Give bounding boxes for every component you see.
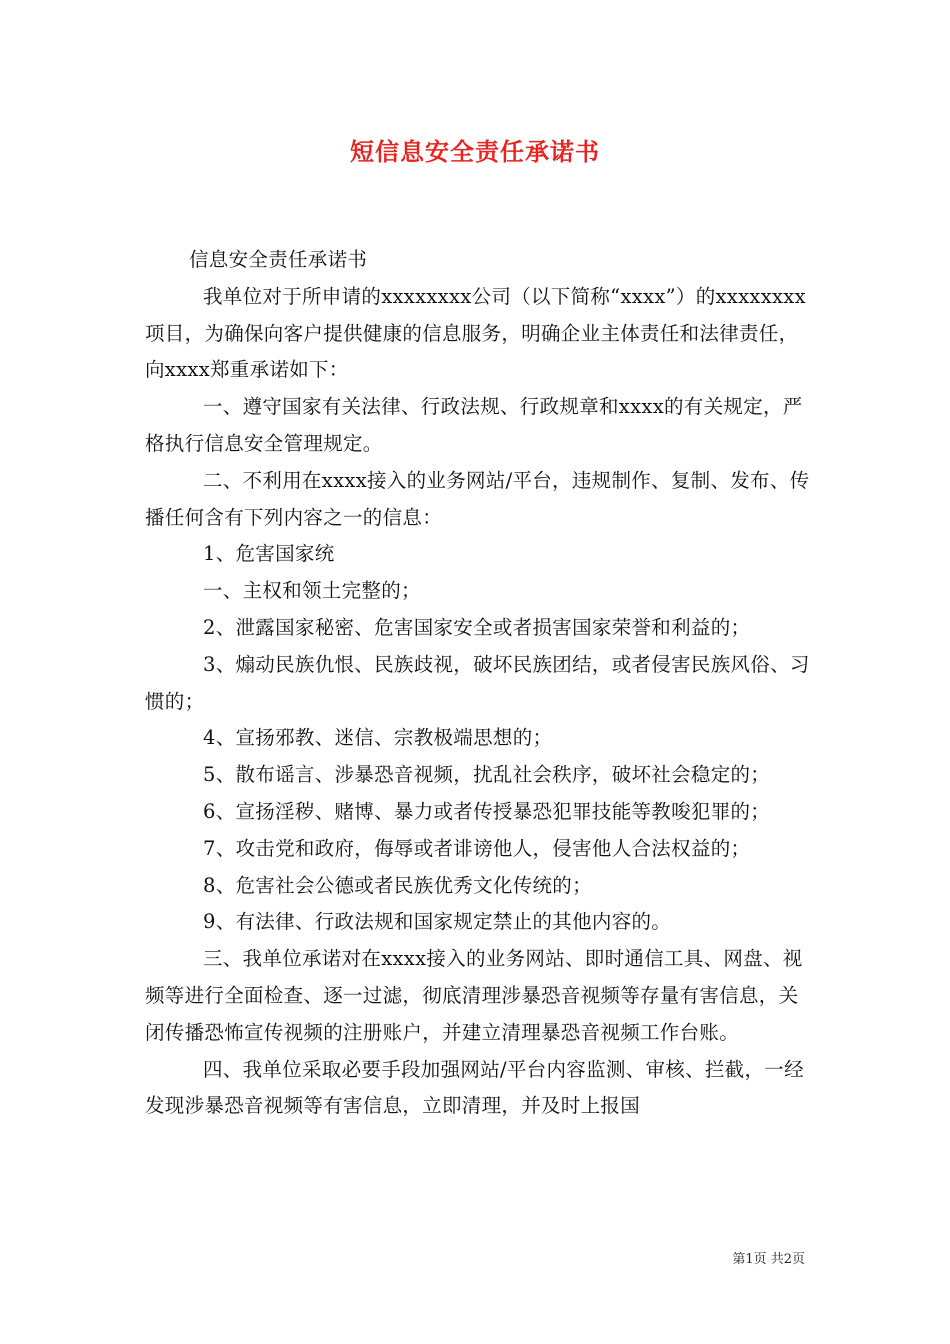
list-item: 4、宣扬邪教、迷信、宗教极端思想的； (203, 726, 553, 750)
list-item: 一、主权和领土完整的； (203, 579, 421, 603)
list-item: 1、危害国家统 (203, 542, 335, 566)
list-item: 6、宣扬淫秽、赌博、暴力或者传授暴恐犯罪技能等教唆犯罪的； (203, 799, 771, 823)
page-number: 第1页 共2页 (732, 1252, 805, 1267)
list-item: 9、有法律、行政法规和国家规定禁止的其他内容的。 (203, 910, 672, 934)
list-item: 8、危害社会公德或者民族优秀文化传统的； (203, 873, 592, 897)
paragraph-heading: 信息安全责任承诺书 (189, 248, 368, 271)
document-title: 短信息安全责任承诺书 (350, 137, 600, 166)
paragraph-clause-3: 三、我单位承诺对在xxxx接入的业务网站、即时通信工具、网盘、视频等进行全面检查、逐一过滤，彻底清理涉暴恐音视频等存量有害信息，关闭传播恐怖宣传视频的注册账户，并建立清理暴恐音视频工作台账。 (145, 947, 803, 1044)
paragraph-clause-1: 一、遵守国家有关法律、行政法规、行政规章和xxxx的有关规定，严格执行信息安全管理规定。 (145, 395, 803, 455)
list-item: 5、散布谣言、涉暴恐音视频，扰乱社会秩序，破坏社会稳定的； (203, 763, 771, 787)
list-item: 3、煽动民族仇恨、民族歧视，破坏民族团结，或者侵害民族风俗、习惯的； (145, 652, 810, 713)
paragraph-clause-2: 二、不利用在xxxx接入的业务网站/平台，违规制作、复制、发布、传播任何含有下列内容之一的信息： (145, 468, 810, 529)
paragraph-clause-4: 四、我单位采取必要手段加强网站/平台内容监测、审核、拦截，一经发现涉暴恐音视频等有害信息，立即清理，并及时上报国 (145, 1057, 804, 1118)
list-item: 7、攻击党和政府，侮辱或者诽谤他人，侵害他人合法权益的； (203, 836, 751, 860)
document-body (145, 242, 810, 1125)
list-item: 2、泄露国家秘密、危害国家安全或者损害国家荣誉和利益的； (203, 615, 751, 639)
paragraph-intro: 我单位对于所申请的xxxxxxxx公司（以下简称“xxxx”）的xxxxxxxx项目，为确保向客户提供健康的信息服务，明确企业主体责任和法律责任，向xxxx郑重承诺如下： (145, 284, 806, 382)
